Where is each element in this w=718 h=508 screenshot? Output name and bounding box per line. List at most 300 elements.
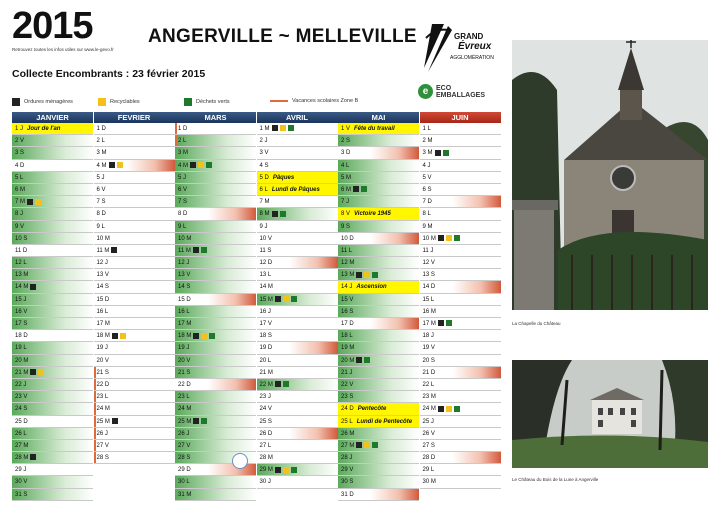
day-label: 22 D [178, 381, 191, 388]
day-row [420, 208, 501, 220]
trash-bag-icon [193, 418, 199, 424]
day-label: 4 M [96, 162, 107, 169]
day-label: 13 S [422, 272, 435, 279]
legend-recyclables: Recyclables [98, 98, 140, 106]
day-label: 18 M [96, 333, 110, 340]
day-label: 22 V [341, 381, 354, 388]
trash-bag-icon [112, 333, 118, 339]
day-label: 7 M [259, 199, 270, 206]
trash-bag-icon [275, 381, 281, 387]
day-label: 12 J [96, 260, 108, 267]
trash-bag-icon [193, 247, 199, 253]
day-row [338, 330, 419, 342]
day-label: 7 S [178, 199, 188, 206]
day-label: 27 S [422, 442, 435, 449]
day-label: 23 M [422, 394, 436, 401]
day-row [420, 428, 501, 440]
day-label: 5 M [341, 174, 352, 181]
day-row [175, 489, 256, 501]
day-row [175, 403, 256, 415]
day-label: 16 L [96, 308, 109, 315]
day-label: 26 J [96, 430, 108, 437]
green-waste-icon [201, 247, 207, 253]
day-label: 6 V [178, 186, 188, 193]
day-row [94, 428, 175, 440]
day-label: 15 M [259, 296, 273, 303]
day-row [338, 160, 419, 172]
day-row [420, 440, 501, 452]
day-label: 6 V [96, 186, 106, 193]
day-label: 19 J [178, 345, 190, 352]
day-row [175, 172, 256, 184]
day-row [257, 403, 338, 415]
day-label: 11 L [341, 247, 353, 254]
day-label: 29 D [178, 467, 191, 474]
day-row [12, 342, 93, 354]
day-row [175, 208, 256, 220]
legend-ordures: Ordures ménagères [12, 98, 73, 106]
day-label: 11 S [259, 247, 272, 254]
day-row [12, 281, 93, 293]
day-label: 5 J [178, 174, 187, 181]
day-row [338, 294, 419, 306]
trash-bag-icon [30, 284, 36, 290]
day-label: 3 S [15, 150, 25, 157]
day-row [338, 318, 419, 330]
day-label: 5 D [259, 174, 269, 181]
day-label: 9 V [15, 223, 25, 230]
day-row [175, 306, 256, 318]
day-label: 19 L [15, 345, 27, 352]
day-label: 5 J [96, 174, 105, 181]
day-row [420, 464, 501, 476]
holiday-label: Pâques [272, 174, 295, 181]
day-row [175, 379, 256, 391]
green-waste-icon [291, 296, 297, 302]
day-row [338, 196, 419, 208]
day-row [12, 489, 93, 501]
recycle-bin-icon [117, 162, 123, 168]
day-row [420, 184, 501, 196]
day-label: 15 L [422, 296, 435, 303]
day-label: 23 L [96, 394, 109, 401]
day-label: 20 M [341, 357, 355, 364]
day-row [94, 257, 175, 269]
day-row [12, 294, 93, 306]
holiday-label: Fête du travail [354, 126, 395, 132]
day-row [94, 403, 175, 415]
trash-bag-icon [109, 162, 115, 168]
day-row [12, 221, 93, 233]
day-row [420, 135, 501, 147]
day-label: 8 V [341, 211, 351, 218]
day-label: 26 V [422, 430, 435, 437]
green-waste-icon [454, 406, 460, 412]
day-label: 2 V [15, 138, 25, 145]
day-label: 4 J [422, 162, 431, 169]
day-label: 21 M [259, 369, 273, 376]
day-label: 5 V [422, 174, 432, 181]
recycle-bin-icon [283, 296, 289, 302]
day-label: 17 M [422, 321, 436, 327]
day-label: 9 M [422, 223, 433, 230]
day-label: 5 L [15, 174, 24, 181]
day-label: 25 M [178, 418, 192, 425]
day-row [257, 416, 338, 428]
day-row [420, 221, 501, 233]
vacation-marker [94, 428, 96, 439]
day-label: 16 L [178, 308, 190, 315]
day-label: 26 J [178, 430, 190, 437]
recycle-bin-icon [283, 467, 289, 473]
day-label: 12 D [259, 260, 273, 267]
day-label: 21 S [178, 369, 191, 376]
eco-emballages-logo: e ECO EMBALLAGES [418, 84, 485, 99]
day-label: 24 M [178, 406, 192, 413]
day-row [338, 172, 419, 184]
trash-bag-icon [30, 369, 36, 375]
day-row [257, 294, 338, 306]
day-label: 24 D [341, 406, 354, 413]
day-row [257, 245, 338, 257]
vacation-marker [94, 452, 96, 463]
day-label: 31 S [15, 491, 28, 498]
day-row [12, 330, 93, 342]
day-row [94, 440, 175, 452]
day-row [175, 281, 256, 293]
day-label: 15 J [15, 296, 27, 303]
day-label: 24 V [259, 406, 272, 413]
day-row [12, 428, 93, 440]
chateau-photo [512, 360, 708, 468]
green-waste-icon [209, 333, 215, 339]
vacation-marker [175, 123, 177, 134]
day-row [257, 281, 338, 293]
trash-bag-icon [435, 150, 441, 156]
day-row [175, 257, 256, 269]
trash-bag-icon [12, 98, 20, 106]
day-row [94, 330, 175, 342]
day-label: 21 S [96, 369, 109, 376]
photo2-caption: Le Château du Bois de la Lune à Angerville [512, 477, 599, 482]
day-label: 16 J [259, 308, 271, 315]
day-label: 14 S [178, 284, 191, 291]
day-row [175, 391, 256, 403]
day-label: 12 V [422, 260, 435, 267]
day-row [420, 245, 501, 257]
day-row [420, 172, 501, 184]
day-label: 1 M [259, 126, 270, 132]
day-label: 11 D [15, 247, 28, 254]
day-label: 1 D [96, 126, 106, 132]
day-label: 8 J [15, 211, 24, 218]
day-row [257, 196, 338, 208]
day-row [175, 476, 256, 488]
day-row [420, 269, 501, 281]
day-label: 12 M [341, 260, 355, 267]
day-label: 28 M [259, 455, 273, 462]
day-row [420, 391, 501, 403]
day-label: 27 V [96, 442, 109, 449]
day-label: 1 D [178, 126, 188, 132]
day-label: 28 S [96, 455, 109, 462]
green-waste-icon [446, 320, 452, 326]
day-row [338, 428, 419, 440]
day-row [175, 221, 256, 233]
day-label: 10 M [422, 235, 436, 242]
day-row [175, 355, 256, 367]
legend-vacances: Vacances scolaires Zone B [270, 98, 358, 104]
day-row [12, 208, 93, 220]
day-label: 27 M [341, 442, 355, 449]
trash-bag-icon [438, 235, 444, 241]
day-label: 23 V [15, 394, 28, 401]
day-row [257, 233, 338, 245]
month-header: MAI [338, 112, 419, 123]
recycle-bin-icon [35, 199, 41, 205]
holiday-label: Ascension [356, 284, 387, 291]
day-row [257, 379, 338, 391]
day-label: 30 S [341, 479, 354, 486]
day-label: 21 J [341, 369, 353, 376]
day-label: 24 S [15, 406, 28, 413]
trash-bag-icon [356, 357, 362, 363]
chapel-photo [512, 40, 708, 310]
day-label: 30 L [178, 479, 190, 486]
green-waste-icon [291, 467, 297, 473]
day-row [420, 355, 501, 367]
day-label: 26 D [259, 430, 273, 437]
day-label: 19 D [259, 345, 273, 352]
day-label: 21 M [15, 369, 29, 376]
day-label: 26 M [341, 430, 355, 437]
day-label: 2 L [178, 138, 187, 145]
day-row [338, 147, 419, 159]
day-row [94, 342, 175, 354]
day-label: 3 D [341, 150, 351, 157]
day-row [175, 196, 256, 208]
day-row [257, 428, 338, 440]
website-note: Retrouvez toutes les infos utiles sur www.le-gevo.fr [12, 47, 114, 52]
day-label: 13 L [259, 272, 272, 279]
day-label: 20 M [15, 357, 29, 364]
day-label: 24 M [96, 406, 110, 413]
day-row [338, 184, 419, 196]
day-label: 13 M [341, 272, 355, 279]
recycle-bin-icon [364, 442, 370, 448]
month-column-fevrier [94, 112, 175, 498]
day-row [94, 221, 175, 233]
day-label: 18 J [422, 333, 434, 340]
year-title: 2015 [12, 5, 93, 47]
day-row [175, 367, 256, 379]
calendar-grid [12, 112, 501, 498]
day-label: 8 D [178, 211, 188, 218]
day-row [175, 416, 256, 428]
green-waste-icon [184, 98, 192, 106]
day-row [94, 281, 175, 293]
day-label: 11 M [178, 247, 191, 254]
trash-bag-icon [193, 333, 199, 339]
day-label: 12 L [15, 260, 27, 267]
day-row [420, 233, 501, 245]
day-label: 27 L [259, 442, 272, 449]
day-label: 29 M [259, 467, 273, 474]
recycle-bin-icon [120, 333, 126, 339]
day-row [338, 269, 419, 281]
day-label: 18 S [259, 333, 272, 340]
day-label: 29 V [341, 467, 354, 474]
day-row [175, 428, 256, 440]
day-row [12, 355, 93, 367]
day-row [12, 196, 93, 208]
trash-bag-icon [190, 162, 196, 168]
day-row [12, 367, 93, 379]
recycle-bin-icon [280, 125, 286, 131]
day-label: 29 L [422, 467, 435, 474]
day-row [338, 245, 419, 257]
month-column-mai [338, 112, 419, 498]
day-label: 19 M [341, 345, 355, 352]
day-row [420, 403, 501, 415]
legend [12, 98, 502, 110]
trash-bag-icon [438, 406, 444, 412]
day-row [338, 342, 419, 354]
day-label: 7 D [422, 199, 432, 206]
day-row [175, 342, 256, 354]
day-label: 13 M [15, 272, 29, 279]
day-row [94, 123, 175, 135]
green-waste-icon [454, 235, 460, 241]
day-row [12, 257, 93, 269]
trash-bag-icon [356, 442, 362, 448]
recycle-bin-icon [38, 369, 44, 375]
day-row [175, 123, 256, 135]
recycle-bin-icon [198, 162, 204, 168]
day-row [12, 440, 93, 452]
day-row [94, 135, 175, 147]
day-label: 20 V [96, 357, 109, 364]
day-label: 8 D [96, 211, 106, 218]
day-row [12, 123, 93, 135]
day-label: 25 J [422, 418, 434, 425]
day-label: 8 M [259, 211, 270, 218]
day-row [94, 160, 175, 172]
day-row [94, 233, 175, 245]
day-row [338, 489, 419, 501]
day-label: 7 S [96, 199, 106, 206]
day-row [257, 208, 338, 220]
day-row [257, 342, 338, 354]
day-row [94, 391, 175, 403]
day-label: 17 D [341, 321, 354, 327]
month-column-avril [257, 112, 338, 498]
day-row [175, 184, 256, 196]
green-waste-icon [201, 418, 207, 424]
legend-dechets-verts: Déchets verts [184, 98, 230, 106]
holiday-label: Pentecôte [357, 406, 387, 413]
day-row [338, 221, 419, 233]
grand-evreux-logo: GRAND Évreux AGGLOMÉRATION [418, 18, 503, 76]
vacation-line-icon [270, 100, 288, 102]
day-label: 1 J [15, 126, 24, 132]
day-row [12, 160, 93, 172]
day-label: 28 J [341, 455, 353, 462]
day-label: 3 M [422, 150, 433, 157]
day-row [94, 379, 175, 391]
day-row [420, 367, 501, 379]
day-row [175, 318, 256, 330]
day-row [12, 464, 93, 476]
day-label: 3 M [178, 150, 189, 157]
day-row [257, 269, 338, 281]
day-label: 16 S [341, 308, 354, 315]
day-label: 9 L [178, 223, 187, 230]
day-label: 20 L [259, 357, 272, 364]
day-label: 9 J [259, 223, 268, 230]
day-label: 30 J [259, 479, 271, 486]
day-label: 28 D [422, 455, 436, 462]
trash-bag-icon [272, 211, 278, 217]
day-row [338, 464, 419, 476]
day-row [338, 233, 419, 245]
day-row [94, 208, 175, 220]
day-row [12, 233, 93, 245]
day-label: 6 M [341, 186, 352, 193]
day-label: 15 D [178, 296, 191, 303]
day-row [420, 196, 501, 208]
day-label: 18 D [15, 333, 28, 340]
day-label: 20 S [422, 357, 435, 364]
day-row [420, 330, 501, 342]
day-row [420, 123, 501, 135]
day-row [94, 269, 175, 281]
day-label: 14 M [15, 284, 29, 291]
day-label: 30 M [422, 479, 436, 486]
day-label: 14 D [422, 284, 436, 291]
day-row [420, 318, 501, 330]
day-label: 31 M [178, 491, 192, 498]
day-row [338, 476, 419, 488]
day-row [175, 294, 256, 306]
day-row [257, 160, 338, 172]
day-label: 22 L [422, 381, 435, 388]
day-row [12, 318, 93, 330]
day-row [257, 476, 338, 488]
day-label: 2 J [259, 138, 268, 145]
month-header: JUIN [420, 112, 501, 123]
day-row [175, 135, 256, 147]
holiday-label: Lundi de Pâques [271, 186, 320, 193]
recycle-bin-icon [364, 272, 370, 278]
day-row [94, 196, 175, 208]
day-row [12, 147, 93, 159]
day-label: 4 M [178, 162, 189, 169]
day-row [420, 342, 501, 354]
vacation-marker [94, 416, 96, 427]
day-label: 17 M [178, 321, 192, 327]
day-label: 23 J [259, 394, 271, 401]
day-row [338, 355, 419, 367]
holiday-label: Jour de l'an [27, 126, 61, 132]
day-row [12, 306, 93, 318]
day-label: 16 V [15, 308, 28, 315]
day-label: 6 M [15, 186, 26, 193]
day-row [420, 416, 501, 428]
day-label: 24 M [422, 406, 436, 413]
day-row [175, 269, 256, 281]
day-row [420, 306, 501, 318]
